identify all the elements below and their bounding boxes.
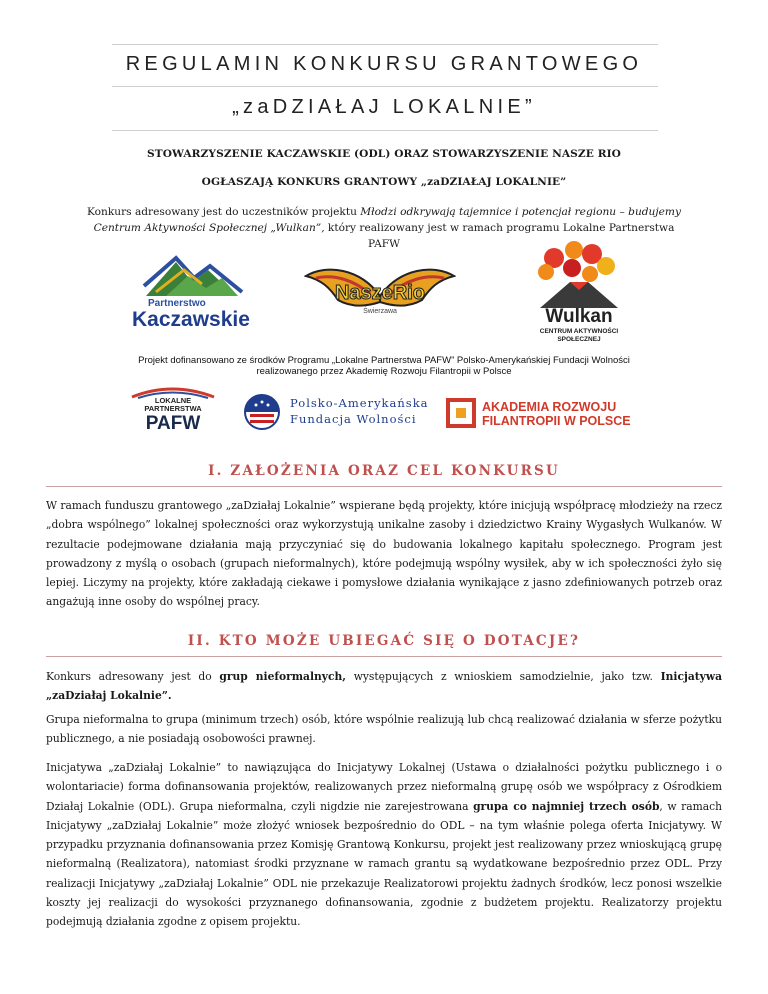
naszerio-subtext: Świerzawa (363, 308, 397, 315)
arfp-line-1: AKADEMIA ROZWOJU (482, 400, 617, 414)
kaczawskie-main-text: Kaczawskie (132, 308, 250, 331)
title-top-rule (112, 44, 658, 45)
section-1-heading: I. ZAŁOŻENIA ORAZ CEL KONKURSU (208, 463, 560, 479)
kaczawskie-top-text: Partnerstwo (148, 298, 206, 309)
arfp-square-icon (446, 398, 476, 428)
wulkan-main-text: Wulkan (545, 306, 613, 327)
funding-caption-line-2: realizowanego przez Akademię Rozwoju Filantropii w Polsce (256, 366, 512, 377)
naszerio-text: NaszeRio (334, 282, 426, 304)
flag-emblem-icon (242, 394, 282, 430)
funding-caption (0, 355, 768, 377)
pafw-foundation-line-1: Polsko-Amerykańska (290, 396, 429, 410)
document-title: REGULAMIN KONKURSU GRANTOWEGO (125, 53, 643, 75)
pafw-small-text: LOKALNE PARTNERSTWA (144, 396, 202, 413)
pafw-foundation-line-2: Fundacja Wolności (290, 412, 417, 426)
intro-paragraph: Konkurs adresowany jest do uczestników projektu Młodzi odkrywają tajemnice i potencjał regionu – budujemy Centrum Aktywności Społecznej „Wulkan”, który realizowany jest w ramach programu Lokalne Partnerstwa PAFW (87, 206, 681, 250)
arfp-line-2: FILANTROPII W POLSCE (482, 414, 631, 428)
organizers-line: STOWARZYSZENIE KACZAWSKIE (ODL) ORAZ STOWARZYSZENIE NASZE RIO (146, 148, 622, 160)
section-2-paragraph-3: Inicjatywa „zaDziałaj Lokalnie” to nawiązująca do Inicjatywy Lokalnej (Ustawa o działalności pożytku publicznego i o wolontariacie) forma dofinansowania projektów, realizowanych przez nieformalną grupę osób we współpracy z Ośrodkiem Działaj Lokalnie (ODL). Grupa nieformalna, czyli nigdzie nie zarejestrowana grupa co najmniej trzech osób, w ramach Inicjatywy „zaDziałaj Lokalnie” może złożyć wniosek bezpośrednio do ODL – na tym właśnie polega oferta Inicjatywy. W przypadku przyznania dofinansowania przez Komisję Grantową Konkursu, projekt jest realizowany przez wnioskującą grupę nieformalną (Realizatora), natomiast środki przyznane w ramach grantu są wydatkowane bezpośrednio przez ODL. Przy realizacji Inicjatywy „zaDziałaj Lokalnie” ODL nie przekazuje Realizatorowi projektu żadnych środków, lecz ponosi wszelkie koszty jej realizacji do wysokości przyznanego dofinansowania, zgodnie z budżetem projektu. Realizatorzy projektu podejmują działania zgodne z opisem projektu. (46, 761, 722, 929)
pafw-main-text: PAFW (145, 413, 201, 434)
pafw-foundation-logo (242, 394, 432, 434)
naszerio-logo (304, 258, 456, 332)
section-1-paragraph: W ramach funduszu grantowego „zaDziałaj Lokalnie” wspierane będą projekty, które inicjują współpracę młodzieży na rzecz „dobra wspólnego” lokalnej społeczności oraz wykorzystują unikalne zasoby i dziedzictwo Krainy Wygasłych Wulkanów. W rezultacie podejmowane działania mają przyczyniać się do budowania lokalnego kapitału społecznego. Program jest prowadzony z myślą o osobach (grupach nieformalnych), które podejmują wspólny wysiłek, aby w ich społeczności żyło się lepiej. Liczymy na projekty, które zakładają ciekawe i pomysłowe działania wynikające z jasno zdefiniowanych potrzeb oraz angażują inne osoby do wspólnej pracy. (46, 499, 722, 609)
document-subtitle: „zaDZIAŁAJ LOKALNIE” (232, 96, 536, 118)
wulkan-sub-text-2: SPOŁECZNEJ (557, 336, 601, 343)
wulkan-sub-text-1: CENTRUM AKTYWNOŚCI (539, 328, 619, 335)
volcano-icon (524, 240, 634, 310)
wulkan-logo (524, 240, 634, 352)
funding-caption-line-1: Projekt dofinansowano ze środków Programu „Lokalne Partnerstwa PAFW” Polsko-Amerykańskiej Fundacji Wolności (138, 355, 630, 366)
section-2-heading: II. KTO MOŻE UBIEGAĆ SIĘ O DOTACJE? (187, 633, 581, 649)
lokalne-partnerstwa-logo (126, 384, 220, 434)
section-1-rule (46, 486, 722, 487)
section-2-paragraph-2: Grupa nieformalna to grupa (minimum trzech) osób, które wspólnie realizują lub chcą realizować działania w sferze pożytku publicznego, a nie posiadają osobowości prawnej. (46, 713, 722, 746)
title-middle-rule (112, 86, 658, 87)
section-2-rule (46, 656, 722, 657)
kaczawskie-logo (126, 248, 266, 338)
announcement-line: OGŁASZAJĄ KONKURS GRANTOWY „zaDZIAŁAJ LOKALNIE” (201, 176, 567, 188)
title-bottom-rule (112, 130, 658, 131)
section-2-paragraph-1: Konkurs adresowany jest do grup nieformalnych, występujących z wnioskiem samodzielnie, jako tzw. Inicjatywa „zaDziałaj Lokalnie”. (46, 670, 723, 703)
arfp-logo (446, 398, 656, 432)
